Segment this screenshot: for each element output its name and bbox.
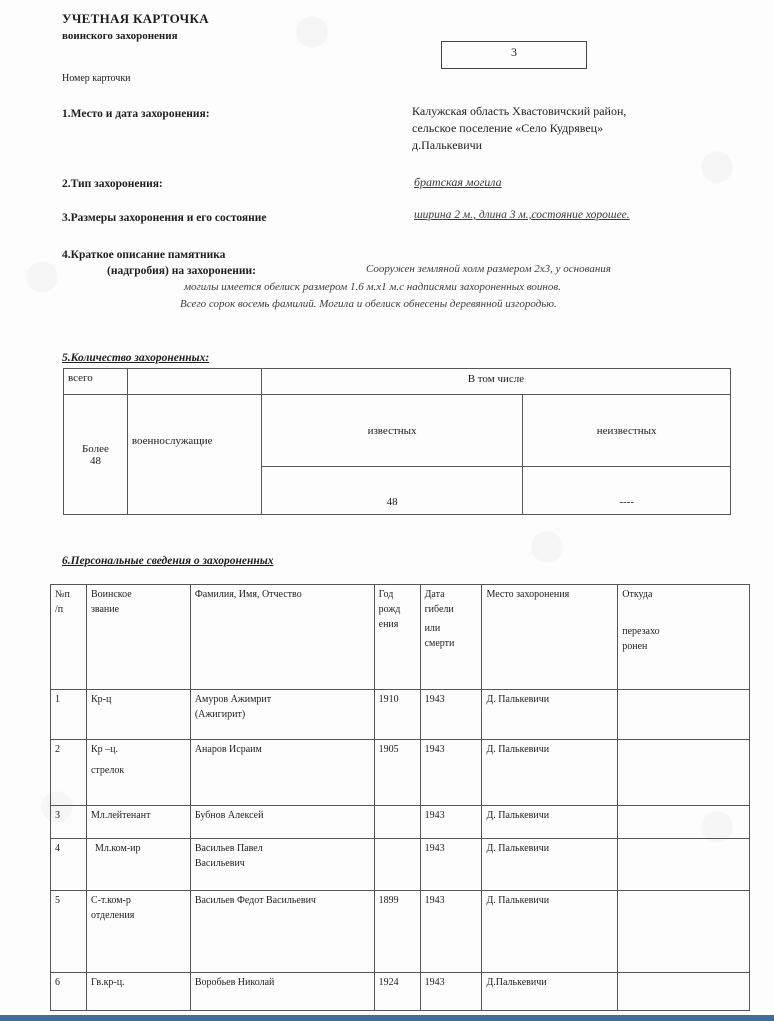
row-death: 1943	[420, 891, 482, 973]
burial-size-label: 3.Размеры захоронения и его состояние	[62, 212, 267, 224]
header-from-line-2: перезахо	[622, 626, 660, 637]
row-name	[190, 839, 374, 891]
table-row	[51, 806, 750, 839]
header-birth-year	[374, 585, 420, 690]
row-from	[618, 690, 750, 740]
count-known-value: 48	[261, 467, 523, 515]
row-from	[618, 839, 750, 891]
row-name-line-2: (Ажигирит)	[194, 709, 246, 720]
row-death: 1943	[420, 690, 482, 740]
header-year-line-3: ения	[378, 619, 399, 630]
monument-label-line-1: 4.Краткое описание памятника	[62, 249, 226, 261]
row-rank	[86, 839, 190, 891]
row-year: 1899	[374, 891, 420, 973]
watermark-mark	[285, 5, 339, 59]
header-rank-line-1: Воинское	[90, 589, 132, 600]
row-num: 2	[51, 740, 87, 806]
row-name	[190, 740, 374, 806]
monument-desc-line-3: Всего сорок восемь фамилий. Могила и обелиск обнесены деревянной изгородью.	[180, 298, 557, 310]
row-name	[190, 891, 374, 973]
header-year-line-2: рожд	[378, 604, 401, 615]
count-header-unknown: неизвестных	[523, 395, 731, 467]
header-num-line-2: /п	[55, 604, 64, 615]
burial-count-label: 5.Количество захороненных:	[62, 352, 210, 364]
row-rank-line-1: Мл.лейтенант	[90, 810, 151, 821]
row-rank-line-1: Кр-ц	[90, 694, 112, 705]
persons-header-row	[51, 585, 750, 690]
header-from-line-3: ронен	[622, 641, 648, 652]
row-place: Д.Палькевичи	[482, 973, 618, 1011]
row-name-line-2: Васильевич	[194, 858, 245, 869]
burial-place-label: 1.Место и дата захоронения:	[62, 108, 210, 120]
count-total-line-1: Более	[81, 442, 109, 455]
row-from	[618, 973, 750, 1011]
header-death-line-3: или	[424, 623, 441, 634]
monument-desc-line-2: могилы имеется обелиск размером 1.6 м.х1 м.с надписями захороненных воинов.	[184, 281, 561, 293]
monument-desc-line-1: Сооружен земляной холм размером 2х3, у основания	[366, 263, 611, 275]
table-row	[51, 839, 750, 891]
card-number-box: 3	[441, 41, 587, 69]
row-place: Д. Палькевичи	[482, 690, 618, 740]
watermark-mark	[520, 520, 574, 574]
table-row	[51, 891, 750, 973]
row-from	[618, 891, 750, 973]
header-reburied-from	[618, 585, 750, 690]
row-place: Д. Палькевичи	[482, 806, 618, 839]
burial-place-line-2: сельское поселение «Село Кудрявец»	[412, 121, 604, 135]
row-rank-line-2: стрелок	[90, 765, 125, 776]
card-subtitle: воинского захоронения	[62, 30, 178, 42]
row-name-line-1: Анаров Исраим	[194, 744, 262, 755]
row-name	[190, 973, 374, 1011]
row-rank	[86, 690, 190, 740]
row-name	[190, 806, 374, 839]
watermark-mark	[690, 140, 744, 194]
row-num: 3	[51, 806, 87, 839]
row-from	[618, 806, 750, 839]
header-from-line-1: Откуда	[622, 589, 653, 600]
count-total-cell	[64, 395, 128, 515]
card-number-label: Номер карточки	[62, 73, 131, 84]
count-header-total: всего	[64, 369, 128, 395]
personal-info-label: 6.Персональные сведения о захороненных	[62, 555, 274, 567]
window-bottom-bar	[0, 1015, 774, 1021]
header-death-line-4: смерти	[424, 638, 455, 649]
count-unknown-value: ----	[523, 467, 731, 515]
burial-count-table	[63, 368, 731, 515]
count-category: военнослужащие	[127, 395, 261, 515]
row-from	[618, 740, 750, 806]
row-name	[190, 690, 374, 740]
header-death-date	[420, 585, 482, 690]
count-header-known: известных	[261, 395, 523, 467]
row-place: Д. Палькевичи	[482, 740, 618, 806]
header-death-line-1: Дата	[424, 589, 445, 600]
count-total-line-2: 48	[89, 454, 101, 467]
monument-label-line-2: (надгробия) на захоронении:	[107, 265, 256, 277]
row-rank-line-2: отделения	[90, 910, 135, 921]
header-year-line-1: Год	[378, 589, 394, 600]
row-death: 1943	[420, 973, 482, 1011]
row-num: 6	[51, 973, 87, 1011]
burial-place-line-1: Калужская область Хвастовичский район,	[412, 104, 627, 118]
persons-table	[50, 584, 750, 1011]
row-death: 1943	[420, 839, 482, 891]
row-name-line-1: Васильев Павел	[194, 843, 263, 854]
table-row	[51, 973, 750, 1011]
burial-size-value: ширина 2 м., длина 3 м.,состояние хорошее.	[414, 209, 630, 221]
row-rank	[86, 740, 190, 806]
row-year	[374, 839, 420, 891]
table-row	[51, 740, 750, 806]
row-num: 5	[51, 891, 87, 973]
row-num: 1	[51, 690, 87, 740]
row-year: 1905	[374, 740, 420, 806]
burial-type-label: 2.Тип захоронения:	[62, 178, 163, 190]
row-name-line-1: Бубнов Алексей	[194, 810, 264, 821]
header-rank	[86, 585, 190, 690]
row-rank	[86, 806, 190, 839]
row-rank-line-1: С-т.ком-р	[90, 895, 131, 906]
watermark-mark	[15, 250, 69, 304]
row-name-line-1: Воробьев Николай	[194, 977, 275, 988]
header-burial-place: Место захоронения	[482, 585, 618, 690]
row-year: 1910	[374, 690, 420, 740]
row-rank	[86, 891, 190, 973]
header-name: Фамилия, Имя, Отчество	[190, 585, 374, 690]
card-title: УЧЕТНАЯ КАРТОЧКА	[62, 11, 209, 26]
header-rank-line-2: звание	[90, 604, 120, 615]
header-num	[51, 585, 87, 690]
count-header-including: В том числе	[261, 369, 730, 395]
count-header-blank	[127, 369, 261, 395]
row-year	[374, 806, 420, 839]
row-rank-line-1: Кр –ц.	[90, 744, 118, 755]
table-row	[51, 690, 750, 740]
header-death-line-2: гибели	[424, 604, 454, 615]
row-name-line-1: Васильев Федот Васильевич	[194, 895, 316, 906]
header-num-line-1: №п	[55, 589, 70, 600]
burial-type-value: братская могила	[414, 175, 502, 189]
burial-place-line-3: д.Палькевичи	[412, 138, 483, 152]
row-rank-line-1: Гв.кр-ц.	[90, 977, 125, 988]
row-name-line-1: Амуров Ажимрит	[194, 694, 272, 705]
row-rank-line-1: Мл.ком-ир	[94, 843, 141, 854]
row-place: Д. Палькевичи	[482, 891, 618, 973]
row-year: 1924	[374, 973, 420, 1011]
row-num: 4	[51, 839, 87, 891]
row-place: Д. Палькевичи	[482, 839, 618, 891]
row-death: 1943	[420, 740, 482, 806]
row-rank	[86, 973, 190, 1011]
row-death: 1943	[420, 806, 482, 839]
